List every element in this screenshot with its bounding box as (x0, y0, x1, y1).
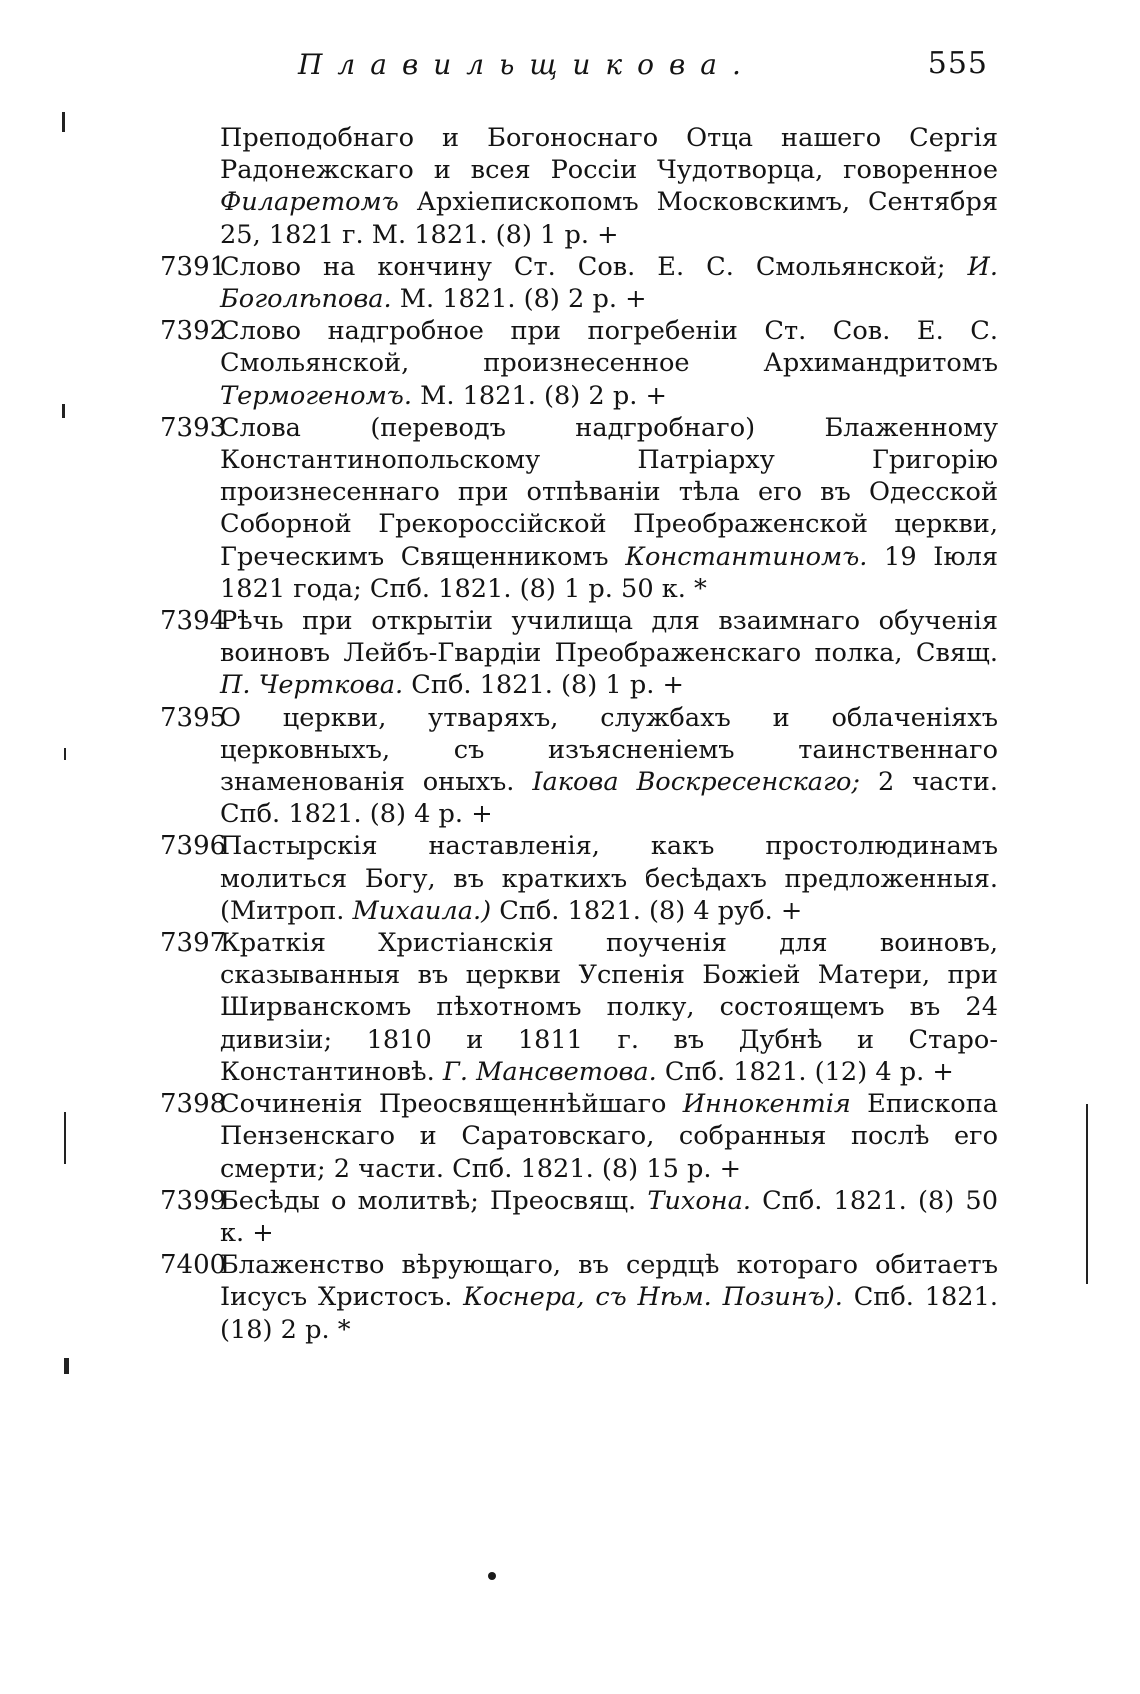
entry-imprint: 19 Іюля 1821 года; Спб. 1821. (8) 1 р. 50 к. * (220, 541, 998, 604)
entry-number: 7393 (160, 412, 227, 443)
entry-title: О церкви, утваряхъ, службахъ и облаченіяхъ церковныхъ, съ изъясненіемъ таинственнаго знаменованія оныхъ. (220, 702, 998, 798)
entry-number: 7392 (160, 316, 227, 347)
entry-imprint: Спб. 1821. (18) 2 р. * (220, 1282, 998, 1345)
entry-author: Филаретомъ (220, 187, 399, 218)
catalog-entry (160, 251, 999, 315)
running-title: Плавильщикова. (298, 48, 756, 81)
entry-author: Михаила.) (352, 895, 492, 926)
entry-imprint: М. 1821. (8) 2 р. + (420, 380, 667, 411)
entry-author: Коснера, съ Нѣм. Позинъ). (463, 1282, 843, 1313)
entry-number: 7394 (160, 606, 227, 637)
entry-imprint: Спб. 1821. (12) 4 р. + (664, 1056, 954, 1087)
entry-title: Пастырскія наставленія, какъ простолюдинамъ молиться Богу, въ краткихъ бесѣдахъ предложенныя. (Митроп. (220, 831, 998, 926)
entry-author: Термогеномъ. (220, 380, 412, 411)
margin-mark (62, 404, 65, 418)
entry-number: 7396 (160, 831, 227, 862)
entry-author: П. Черткова. (220, 670, 404, 701)
entry-author: Іакова Воскресенскаго; (532, 767, 861, 798)
entry-number: 7391 (160, 251, 227, 282)
catalog-entry (160, 605, 998, 702)
entry-author: Г. Мансветова. (442, 1056, 657, 1087)
margin-mark (1086, 1104, 1088, 1284)
entry-imprint: Спб. 1821. (8) 1 р. + (411, 670, 684, 701)
entry-author: Иннокентія (682, 1089, 851, 1120)
entry-title: Преподобнаго и Богоноснаго Отца нашего Сергія Радонежскаго и всея Россіи Чудотворца, говоренное (220, 123, 998, 186)
margin-mark (64, 1112, 66, 1164)
entry-imprint: М. 1821. (8) 2 р. + (399, 284, 647, 315)
running-head (298, 48, 988, 92)
entry-title: Слово на кончину Ст. Сов. Е. С. Смольянской; (220, 251, 946, 282)
footer-dot (488, 1572, 496, 1580)
catalog-entry (160, 315, 998, 412)
entry-title: Краткія Христіанскія поученія для воиновъ, сказыванныя въ церкви Успенія Божіей Матери, при Ширванскомъ пѣхотномъ полку, состоящемъ въ 24 дивизіи; 1810 и 1811 г. въ Дубнѣ и Старо-Константиновѣ. (220, 928, 998, 1087)
entry-imprint: 2 части. Спб. 1821. (8) 4 р. + (220, 767, 998, 830)
entry-imprint: Спб. 1821. (8) 50 к. + (220, 1185, 998, 1248)
catalog-entry (220, 122, 998, 251)
entry-number: 7399 (160, 1185, 227, 1216)
catalog-entry (160, 412, 998, 605)
entry-title: Слова (переводъ надгробнаго) Блаженному Константинопольскому Патріарху Григорію произнесеннаго при отпѣваніи тѣла его въ Одесской Соборной Грекороссійской Преображенской церкви, Греческимъ Священникомъ (220, 412, 998, 572)
catalog-entry (160, 927, 998, 1088)
margin-mark (64, 1358, 69, 1374)
entry-number: 7398 (160, 1089, 227, 1120)
entry-title: Бесѣды о молитвѣ; Преосвящ. (220, 1185, 637, 1216)
entry-author: Константиномъ. (625, 541, 868, 572)
entry-number: 7400 (160, 1250, 227, 1281)
catalog-entry (160, 702, 998, 831)
entry-author: И. Боголѣпова. (220, 251, 999, 315)
entry-title: Слово надгробное при погребеніи Ст. Сов. Е. С. Смольянской, произнесенное Архимандритомъ (220, 316, 998, 379)
entry-title: Сочиненія Преосвященнѣйшаго (220, 1089, 667, 1120)
margin-mark (64, 748, 66, 760)
entry-imprint: Епископа Пензенскаго и Саратовскаго, собранныя послѣ его смерти; 2 части. Спб. 1821. (8) 15 р. + (220, 1089, 999, 1184)
margin-mark (62, 112, 65, 132)
entry-title: Рѣчь при открытіи училища для взаимнаго обученія воиновъ Лейбъ-Гвардіи Преображенскаго полка, Свящ. (220, 606, 998, 669)
catalog-entry (160, 1249, 998, 1346)
catalog-entry (160, 830, 998, 927)
page-number: 555 (927, 46, 988, 81)
entry-imprint: Архіепископомъ Московскимъ, Сентября 25, 1821 г. М. 1821. (8) 1 р. + (220, 187, 998, 250)
entry-author: Тихона. (647, 1185, 751, 1216)
entry-number: 7395 (160, 702, 227, 733)
entry-title: Блаженство вѣрующаго, въ сердцѣ котораго обитаетъ Іисусъ Христосъ. (220, 1250, 998, 1313)
entry-number: 7397 (160, 928, 227, 959)
catalog-entries (160, 122, 998, 1346)
catalog-entry (160, 1088, 999, 1185)
entry-imprint: Спб. 1821. (8) 4 руб. + (499, 895, 803, 926)
catalog-entry (160, 1185, 998, 1249)
